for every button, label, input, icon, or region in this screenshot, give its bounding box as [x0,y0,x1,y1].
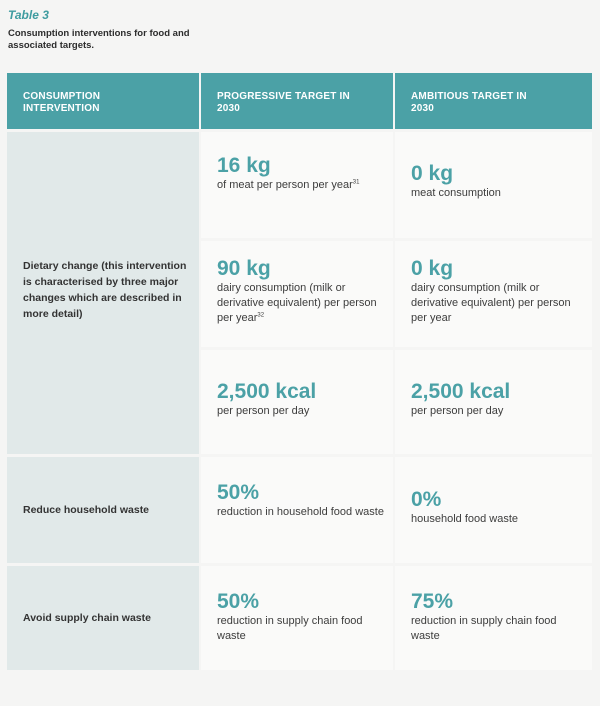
footnote-31: 31 [352,179,360,186]
supply-chain-waste-cell [7,566,199,670]
meat-ambitious-desc: meat consumption [411,187,501,199]
household-waste-label: Reduce household waste [23,504,150,516]
kcal-ambitious-desc: per person per day [411,405,504,417]
table-caption [8,8,198,52]
meat-progressive-value: 16 kg [217,154,271,177]
dairy-progressive-desc: dairy consumption (milk or derivative equivalent) per person per year$^{32}$ [217,282,377,324]
dietary-change-cell [7,132,199,454]
supply-chain-waste-label: Avoid supply chain waste [23,612,151,624]
supply-ambitious-desc: reduction in supply chain food waste [411,615,557,642]
meat-progressive-cell [201,132,393,238]
meat-progressive-desc: of meat per person per year$^{31}$ [217,179,360,191]
header-progressive-target: PROGRESSIVE TARGET IN 2030 [201,73,393,129]
dairy-ambitious-cell [395,241,592,347]
household-ambitious-value: 0% [411,488,442,511]
supply-progressive-cell [201,566,393,670]
kcal-progressive-value: 2,500 kcal [217,380,317,403]
household-waste-cell [7,457,199,563]
household-progressive-desc: reduction in household food waste [217,506,384,518]
supply-ambitious-value: 75% [411,590,454,613]
dairy-progressive-value: 90 kg [217,257,271,280]
dairy-progressive-cell [201,241,393,347]
meat-ambitious-value: 0 kg [411,162,454,185]
dietary-change-label: Dietary change (this intervention is characterised by three major changes which are described in more detail) [23,260,187,320]
kcal-progressive-cell [201,350,393,454]
footnote-32: 32 [257,312,265,319]
household-ambitious-desc: household food waste [411,513,519,525]
supply-progressive-value: 50% [217,590,260,613]
header-ambitious-target: AMBITIOUS TARGET IN 2030 [395,73,592,129]
dairy-ambitious-value: 0 kg [411,257,454,280]
kcal-ambitious-cell [395,350,592,454]
table-title: Consumption interventions for food and associated targets. [8,28,190,51]
kcal-progressive-desc: per person per day [217,405,310,417]
household-progressive-cell [201,457,393,563]
household-progressive-value: 50% [217,481,260,504]
supply-progressive-desc: reduction in supply chain food waste [217,615,363,642]
dairy-ambitious-desc: dairy consumption (milk or derivative equivalent) per person per year [411,282,571,324]
household-ambitious-cell [395,457,592,563]
header-consumption-intervention: CONSUMPTION INTERVENTION [7,73,199,129]
kcal-ambitious-value: 2,500 kcal [411,380,511,403]
meat-ambitious-cell [395,132,592,238]
supply-ambitious-cell [395,566,592,670]
table-label: Table 3 [8,8,49,22]
consumption-table [7,73,592,670]
